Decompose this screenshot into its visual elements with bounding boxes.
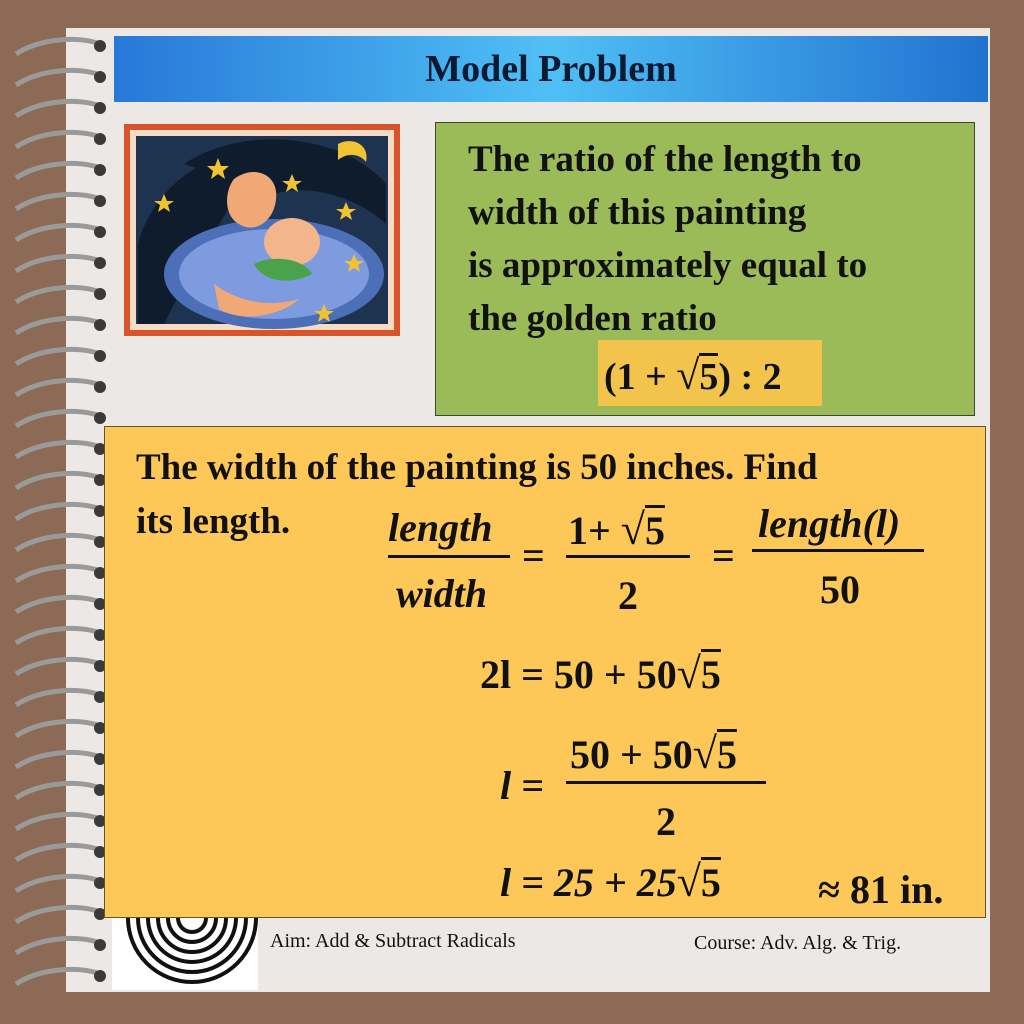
golden-ratio-radicand: 5 [699, 353, 718, 398]
ratio-text-line-2: width of this painting [468, 192, 807, 233]
fraction-bar [566, 555, 690, 558]
equation-4 [500, 856, 721, 907]
spiral-binding-icon [0, 30, 118, 990]
equation-3-numerator-a: 50 + 50 [570, 732, 693, 777]
ratio-text-line-3: is approximately equal to [468, 245, 868, 286]
equation-4-lhs: l = 25 + 25 [500, 860, 677, 905]
fraction-bar [752, 549, 924, 552]
slide-title: Model Problem [114, 36, 988, 102]
sqrt-icon: √ [676, 649, 701, 698]
golden-ratio-numerator-a: 1+ [568, 508, 621, 553]
ratio-text-line-4: the golden ratio [468, 298, 717, 339]
golden-ratio-numerator-radicand: 5 [645, 505, 665, 553]
golden-ratio-numerator [568, 504, 665, 555]
sqrt-icon: √ [620, 505, 645, 554]
golden-ratio-expression [604, 352, 782, 400]
equation-3-numerator [570, 728, 737, 779]
equation-3-radicand: 5 [717, 729, 737, 777]
equation-3-lhs: l = [500, 763, 544, 808]
equals-sign: = [522, 533, 545, 578]
fraction-numerator-length: length [388, 505, 493, 550]
mother-and-child-painting [124, 124, 400, 336]
footer-aim: Aim: Add & Subtract Radicals [270, 930, 516, 952]
length-l-numerator: length(l) [758, 501, 901, 546]
footer-course: Course: Adv. Alg. & Trig. [694, 932, 902, 954]
sqrt-icon: √ [676, 857, 701, 906]
length-l-denominator: 50 [820, 567, 860, 612]
ratio-text-line-1: The ratio of the length to [468, 139, 862, 180]
problem-text-line-1: The width of the painting is 50 inches. Find [136, 447, 818, 488]
fraction-bar [388, 555, 510, 558]
equation-3-denominator: 2 [656, 799, 676, 844]
golden-ratio-denominator: 2 [618, 573, 638, 618]
labyrinth-logo-icon [112, 918, 258, 990]
equation-2 [480, 648, 721, 699]
equation-2-radicand: 5 [701, 649, 721, 697]
golden-ratio-close: ) : 2 [718, 356, 782, 398]
golden-ratio-open: (1 + [604, 356, 677, 398]
fraction-bar [566, 781, 766, 784]
sqrt-icon: √ [676, 353, 700, 399]
equals-sign: = [712, 533, 735, 578]
fraction-denominator-width: width [396, 571, 488, 616]
equation-4-radicand: 5 [701, 857, 721, 905]
equation-2-lhs: 2l = 50 + 50 [480, 652, 677, 697]
problem-text-line-2: its length. [136, 501, 291, 542]
approximate-answer: ≈ 81 in. [818, 867, 944, 912]
sqrt-icon: √ [692, 729, 717, 778]
